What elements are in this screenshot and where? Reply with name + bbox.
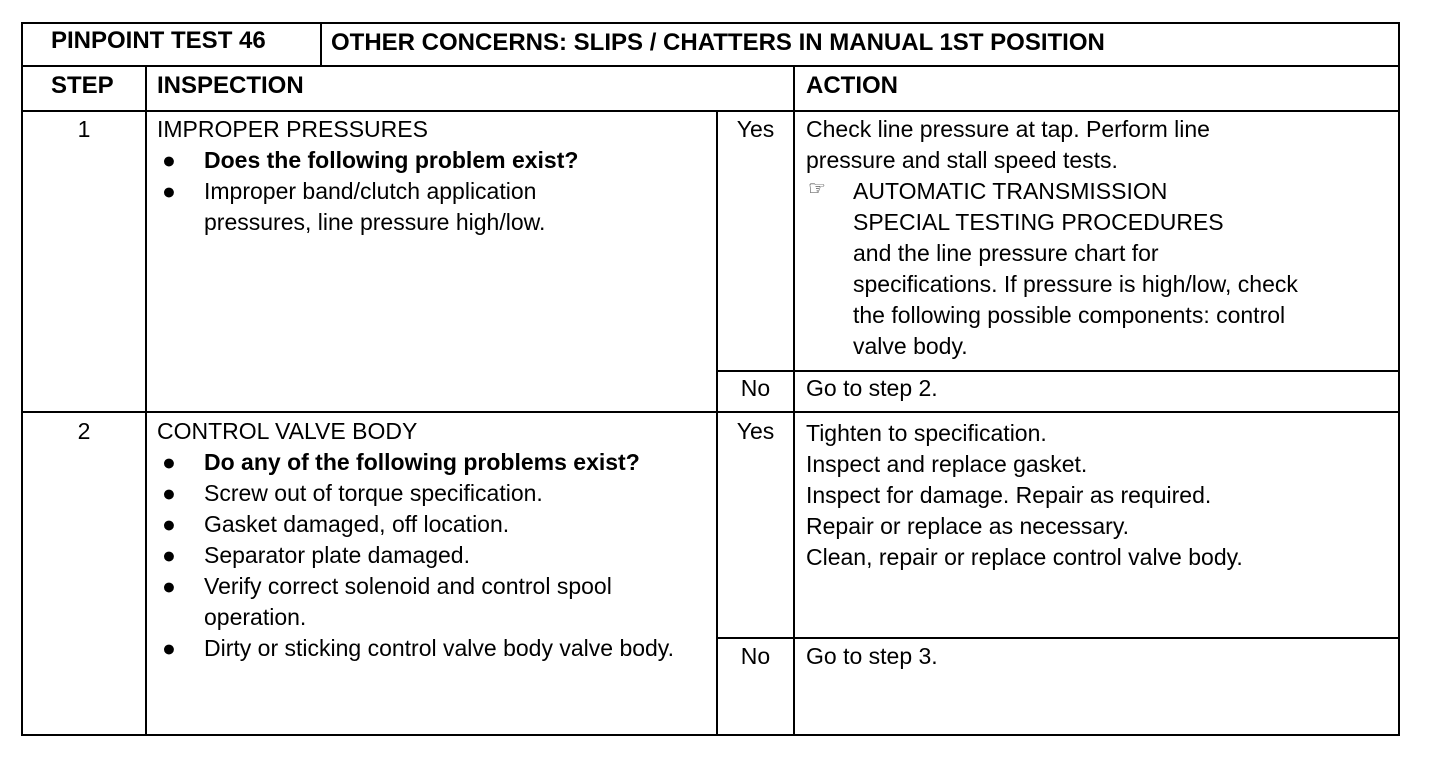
action-line: Repair or replace as necessary. (806, 513, 1129, 539)
bullet-item (157, 176, 713, 238)
action-column-divider (793, 65, 795, 734)
bullet-icon: ● (162, 147, 176, 173)
step2-heading: CONTROL VALVE BODY (157, 418, 418, 444)
step-number: 2 (77, 418, 91, 444)
reference-line: the following possible components: control (853, 302, 1286, 328)
bullet-icon: ● (162, 573, 176, 599)
bullet-icon: ● (162, 178, 176, 204)
bullet-item (157, 509, 713, 540)
header-action: ACTION (806, 72, 898, 99)
step2-bullets (157, 447, 713, 664)
concern-title: OTHER CONCERNS: SLIPS / CHATTERS IN MANUAL 1ST POSITION (331, 29, 1105, 56)
step2-item: Verify correct solenoid and control spool operation. (204, 573, 612, 630)
bullet-icon: ● (162, 511, 176, 537)
step-column-divider (145, 65, 147, 734)
action-line: pressure and stall speed tests. (806, 147, 1118, 173)
action-line: Inspect and replace gasket. (806, 451, 1088, 477)
step-divider (23, 411, 1398, 413)
step-number: 1 (77, 116, 91, 142)
step1-inspection (157, 114, 713, 238)
bullet-item (157, 540, 713, 571)
pointing-hand-icon: ☞ (808, 178, 826, 200)
pinpoint-test-table (21, 22, 1400, 736)
step1-heading: IMPROPER PRESSURES (157, 116, 428, 142)
title-divider (23, 65, 1398, 67)
bullet-item (157, 633, 713, 664)
reference-line: SPECIAL TESTING PROCEDURES (853, 209, 1224, 235)
bullet-icon: ● (162, 480, 176, 506)
bullet-item (157, 447, 713, 478)
step1-yes-no-divider (718, 370, 1398, 372)
reference-block (806, 176, 1396, 362)
bullet-icon: ● (162, 635, 176, 661)
reference-line: specifications. If pressure is high/low, check (853, 271, 1298, 297)
bullet-icon: ● (162, 542, 176, 568)
bullet-item (157, 571, 713, 633)
bullet-icon: ● (162, 449, 176, 475)
bullet-item (157, 145, 713, 176)
step1-yes-label: Yes (736, 116, 775, 142)
step1-no-action: Go to step 2. (806, 375, 938, 401)
step1-no-label: No (740, 375, 771, 401)
reference-line: AUTOMATIC TRANSMISSION (853, 178, 1168, 204)
step2-yes-no-divider (718, 637, 1398, 639)
action-line: Inspect for damage. Repair as required. (806, 482, 1212, 508)
title-column-divider (320, 24, 322, 65)
step2-yes-label: Yes (736, 418, 775, 444)
step2-question: Do any of the following problems exist? (204, 449, 640, 475)
header-step: STEP (51, 72, 114, 99)
step2-item: Screw out of torque specification. (204, 480, 543, 506)
step2-item: Gasket damaged, off location. (204, 511, 510, 537)
action-line: Tighten to specification. (806, 420, 1047, 446)
reference-line: and the line pressure chart for (853, 240, 1159, 266)
header-inspection: INSPECTION (157, 72, 304, 99)
test-id: PINPOINT TEST 46 (51, 27, 266, 54)
step2-no-label: No (740, 643, 771, 669)
action-line: Check line pressure at tap. Perform line (806, 116, 1210, 142)
step1-yes-action (806, 114, 1396, 362)
step2-yes-action (806, 418, 1396, 573)
step1-question: Does the following problem exist? (204, 147, 579, 173)
step2-item: Separator plate damaged. (204, 542, 470, 568)
bullet-item (157, 478, 713, 509)
step2-no-action: Go to step 3. (806, 643, 938, 669)
step2-inspection (157, 416, 713, 664)
action-line: Clean, repair or replace control valve body. (806, 544, 1243, 570)
header-divider (23, 110, 1398, 112)
step2-item: Dirty or sticking control valve body valve body. (204, 635, 674, 661)
reference-line: valve body. (853, 333, 968, 359)
step1-bullets (157, 145, 713, 238)
step1-item: Improper band/clutch application pressures, line pressure high/low. (204, 178, 546, 235)
